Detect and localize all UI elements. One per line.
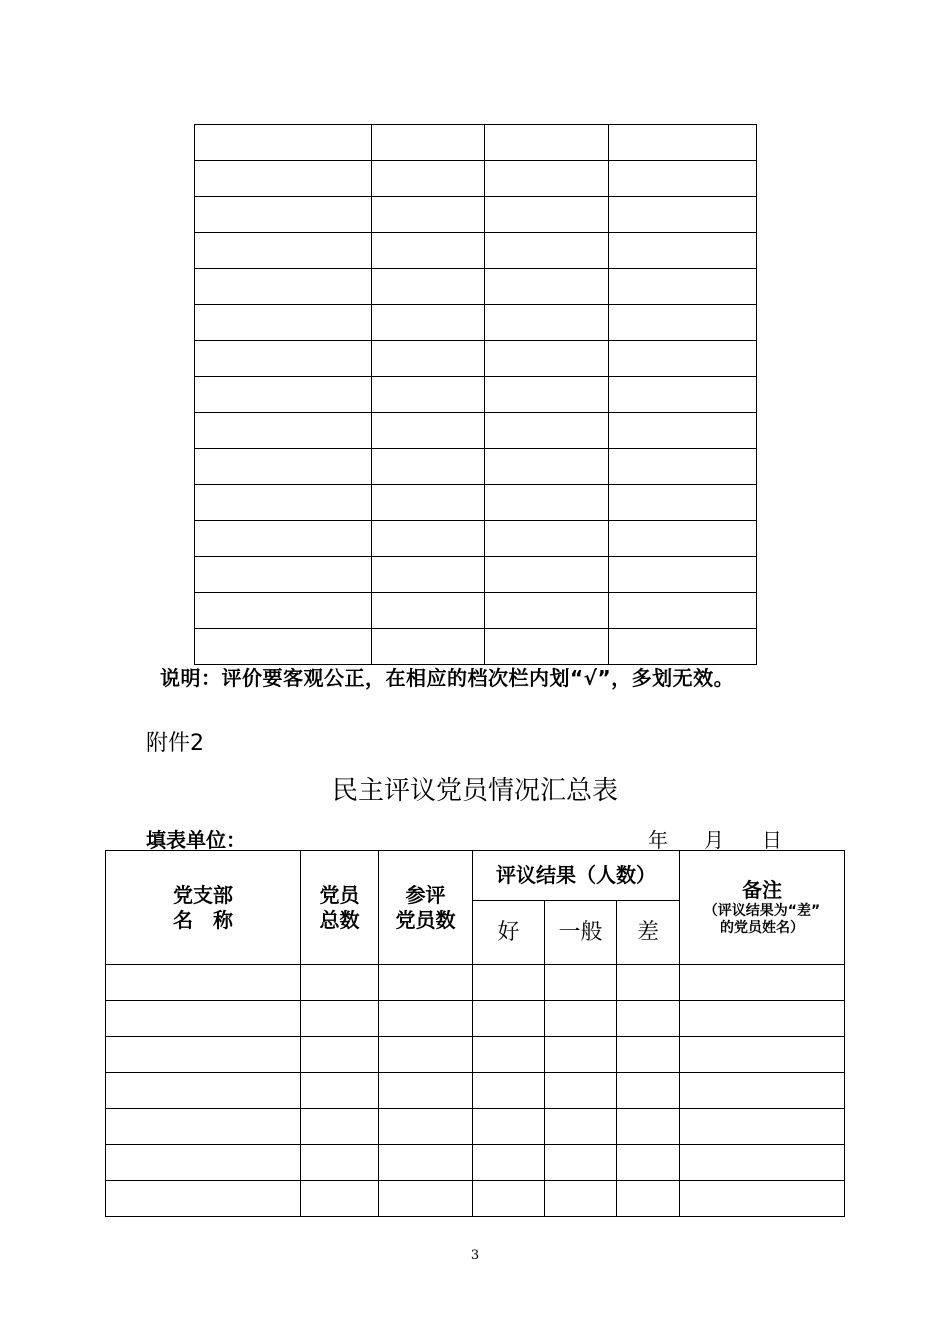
table-row xyxy=(195,557,757,593)
table-cell xyxy=(617,965,680,1001)
table-cell xyxy=(195,413,372,449)
table-cell xyxy=(106,1037,301,1073)
table-cell xyxy=(680,1001,845,1037)
table-cell xyxy=(195,377,372,413)
table-cell xyxy=(301,1145,379,1181)
table-cell xyxy=(372,341,485,377)
table-cell xyxy=(301,965,379,1001)
instruction-note: 说明：评价要客观公正，在相应的档次栏内划“√”，多划无效。 xyxy=(160,666,735,690)
table-cell xyxy=(372,521,485,557)
header-average: 一般 xyxy=(545,901,617,965)
table-row xyxy=(195,305,757,341)
table-cell xyxy=(473,965,545,1001)
summary-title: 民主评议党员情况汇总表 xyxy=(331,776,618,806)
table-cell xyxy=(545,1001,617,1037)
table-cell xyxy=(195,341,372,377)
table-cell xyxy=(301,1109,379,1145)
table-cell xyxy=(379,1145,473,1181)
table-cell xyxy=(609,521,757,557)
table-cell xyxy=(195,593,372,629)
table-cell xyxy=(372,449,485,485)
table-cell xyxy=(106,1109,301,1145)
table-cell xyxy=(379,965,473,1001)
table-cell xyxy=(617,1001,680,1037)
header-member-total: 党员 总数 xyxy=(301,851,379,965)
table-row xyxy=(106,1145,845,1181)
table-cell xyxy=(485,557,609,593)
header-poor: 差 xyxy=(617,901,680,965)
table-cell xyxy=(379,1109,473,1145)
header-branch-name: 党支部 名 称 xyxy=(106,851,301,965)
table-cell xyxy=(379,1037,473,1073)
table-cell xyxy=(609,125,757,161)
table-cell xyxy=(473,1181,545,1217)
table-row xyxy=(106,1073,845,1109)
table-cell xyxy=(609,557,757,593)
table-row xyxy=(195,485,757,521)
table-cell xyxy=(485,413,609,449)
table-row xyxy=(195,269,757,305)
table-cell xyxy=(195,449,372,485)
table-row xyxy=(195,233,757,269)
table-cell xyxy=(473,1037,545,1073)
table-cell xyxy=(617,1073,680,1109)
table-cell xyxy=(609,233,757,269)
header-remark: 备注 （评议结果为“差” 的党员姓名） xyxy=(680,851,845,965)
table-cell xyxy=(485,629,609,665)
table-cell xyxy=(372,485,485,521)
table-cell xyxy=(545,1145,617,1181)
table-cell xyxy=(372,377,485,413)
table-cell xyxy=(609,341,757,377)
table-cell xyxy=(372,125,485,161)
table-cell xyxy=(372,629,485,665)
table-cell xyxy=(609,593,757,629)
attachment-label: 附件2 xyxy=(146,731,204,756)
table-cell xyxy=(301,1073,379,1109)
table-cell xyxy=(485,377,609,413)
table-row xyxy=(195,449,757,485)
table-cell xyxy=(372,305,485,341)
table-row xyxy=(195,629,757,665)
table-row xyxy=(106,965,845,1001)
table-cell xyxy=(609,269,757,305)
page-number: 3 xyxy=(470,1248,480,1263)
table-row xyxy=(195,413,757,449)
table-cell xyxy=(485,341,609,377)
table-cell xyxy=(680,1073,845,1109)
table-cell xyxy=(195,521,372,557)
table-cell xyxy=(485,125,609,161)
table-row xyxy=(106,1181,845,1217)
table-cell xyxy=(195,161,372,197)
evaluation-grid-table xyxy=(194,124,757,665)
header-good: 好 xyxy=(473,901,545,965)
table-cell xyxy=(609,377,757,413)
table-cell xyxy=(379,1001,473,1037)
table-cell xyxy=(545,1109,617,1145)
table-cell xyxy=(680,965,845,1001)
table-cell xyxy=(106,965,301,1001)
table-cell xyxy=(473,1109,545,1145)
table-cell xyxy=(609,449,757,485)
table-row xyxy=(195,341,757,377)
table-row xyxy=(195,521,757,557)
table-cell xyxy=(545,965,617,1001)
table-cell xyxy=(195,557,372,593)
summary-table xyxy=(105,850,845,1217)
table-cell xyxy=(379,1073,473,1109)
table-cell xyxy=(106,1145,301,1181)
table-cell xyxy=(473,1073,545,1109)
table-cell xyxy=(485,449,609,485)
table-row xyxy=(195,125,757,161)
table-cell xyxy=(609,305,757,341)
table-cell xyxy=(372,269,485,305)
table-row xyxy=(195,161,757,197)
table-cell xyxy=(106,1001,301,1037)
fill-unit-label: 填表单位： xyxy=(146,828,246,852)
table-cell xyxy=(617,1181,680,1217)
table-cell xyxy=(372,593,485,629)
table-cell xyxy=(545,1073,617,1109)
table-cell xyxy=(372,557,485,593)
table-cell xyxy=(195,197,372,233)
table-row xyxy=(106,1001,845,1037)
table-cell xyxy=(680,1109,845,1145)
table-row xyxy=(106,1109,845,1145)
table-cell xyxy=(485,521,609,557)
table-row xyxy=(106,1037,845,1073)
table-cell xyxy=(372,233,485,269)
table-cell xyxy=(379,1181,473,1217)
table-cell xyxy=(617,1145,680,1181)
table-cell xyxy=(609,485,757,521)
table-cell xyxy=(106,1181,301,1217)
table-cell xyxy=(609,629,757,665)
table-cell xyxy=(609,197,757,233)
table-row xyxy=(195,197,757,233)
table-cell xyxy=(485,269,609,305)
table-cell xyxy=(545,1037,617,1073)
header-evaluation-result: 评议结果（人数） xyxy=(473,851,680,901)
table-cell xyxy=(301,1181,379,1217)
table-cell xyxy=(195,485,372,521)
date-line xyxy=(648,824,782,853)
table-cell xyxy=(195,233,372,269)
table-cell xyxy=(485,485,609,521)
table-cell xyxy=(485,161,609,197)
date-year: 年 xyxy=(648,828,668,852)
table-cell xyxy=(195,305,372,341)
table-cell xyxy=(680,1145,845,1181)
table-cell xyxy=(485,233,609,269)
table-cell xyxy=(609,161,757,197)
table-cell xyxy=(545,1181,617,1217)
table-cell xyxy=(473,1001,545,1037)
table-cell xyxy=(473,1145,545,1181)
table-cell xyxy=(301,1037,379,1073)
table-cell xyxy=(617,1109,680,1145)
table-cell xyxy=(680,1037,845,1073)
table-cell xyxy=(372,197,485,233)
date-day: 日 xyxy=(762,828,782,852)
table-cell xyxy=(195,629,372,665)
table-cell xyxy=(609,413,757,449)
table-cell xyxy=(195,125,372,161)
table-cell xyxy=(485,305,609,341)
table-cell xyxy=(485,197,609,233)
table-cell xyxy=(195,269,372,305)
table-cell xyxy=(301,1001,379,1037)
table-row xyxy=(195,377,757,413)
table-cell xyxy=(680,1181,845,1217)
table-cell xyxy=(372,161,485,197)
header-participating-members: 参评 党员数 xyxy=(379,851,473,965)
table-cell xyxy=(106,1073,301,1109)
table-cell xyxy=(617,1037,680,1073)
table-cell xyxy=(372,413,485,449)
table-cell xyxy=(485,593,609,629)
table-row xyxy=(195,593,757,629)
date-month: 月 xyxy=(704,828,724,852)
